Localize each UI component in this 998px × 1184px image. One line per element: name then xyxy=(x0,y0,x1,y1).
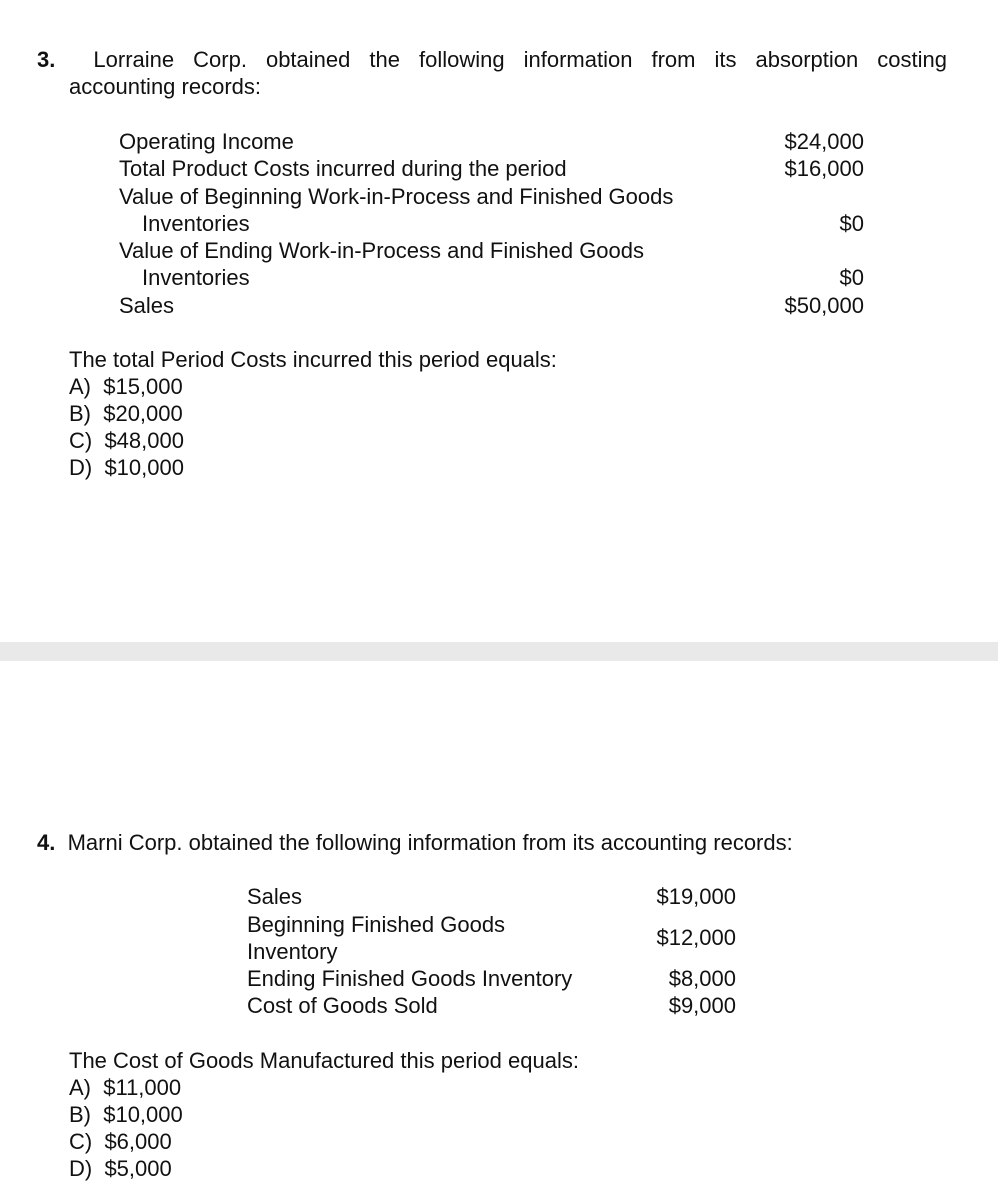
q4-row-value: $19,000 xyxy=(656,884,736,909)
q3-choice-b[interactable]: B) $20,000 xyxy=(69,401,183,426)
q3-row-label: Total Product Costs incurred during the period xyxy=(119,156,567,181)
q3-row-label: Value of Ending Work-in-Process and Finished Goods xyxy=(119,238,645,263)
q3-row-label-continued: Inventories xyxy=(142,211,250,236)
q3-prompt: The total Period Costs incurred this period equals: xyxy=(69,347,557,372)
q3-row-value: $0 xyxy=(839,265,864,290)
q4-row-label: Ending Finished Goods Inventory xyxy=(247,966,573,991)
q4-choice-a[interactable]: A) $11,000 xyxy=(69,1075,182,1100)
q4-choice-b[interactable]: B) $10,000 xyxy=(69,1102,183,1127)
q4-choice-c[interactable]: C) $6,000 xyxy=(69,1129,172,1154)
q4-number: 4. xyxy=(37,830,56,855)
q4-row-label: Cost of Goods Sold xyxy=(247,993,438,1018)
q3-row-label: Sales xyxy=(119,293,175,318)
q3-choice-c[interactable]: C) $48,000 xyxy=(69,428,184,453)
q4-row-label: Sales xyxy=(247,884,303,909)
q3-row-value: $24,000 xyxy=(784,129,864,154)
q3-choice-a[interactable]: A) $15,000 xyxy=(69,374,183,399)
q3-intro-line1: 3. Lorraine Corp. obtained the following information from its absorption costing xyxy=(37,47,947,72)
q3-intro-line2: accounting records: xyxy=(69,74,261,99)
section-divider xyxy=(0,642,998,661)
q3-row-label: Value of Beginning Work-in-Process and Finished Goods xyxy=(119,184,674,209)
q3-row-label: Operating Income xyxy=(119,129,294,154)
q4-row-value: $9,000 xyxy=(668,993,736,1018)
q3-row-label-continued: Inventories xyxy=(142,265,250,290)
q4-row-label-continued: Inventory xyxy=(247,939,338,964)
q3-number: 3. xyxy=(37,47,56,72)
q3-row-value: $0 xyxy=(839,211,864,236)
q4-row-value: $12,000 xyxy=(656,925,736,950)
q3-row-value: $50,000 xyxy=(784,293,864,318)
q4-intro: 4. Marni Corp. obtained the following information from its accounting records: xyxy=(37,830,793,855)
q4-row-label: Beginning Finished Goods xyxy=(247,912,506,937)
q3-choice-d[interactable]: D) $10,000 xyxy=(69,455,184,480)
q4-choice-d[interactable]: D) $5,000 xyxy=(69,1156,172,1181)
q4-row-value: $8,000 xyxy=(668,966,736,991)
q3-row-value: $16,000 xyxy=(784,156,864,181)
q4-prompt: The Cost of Goods Manufactured this period equals: xyxy=(69,1048,579,1073)
